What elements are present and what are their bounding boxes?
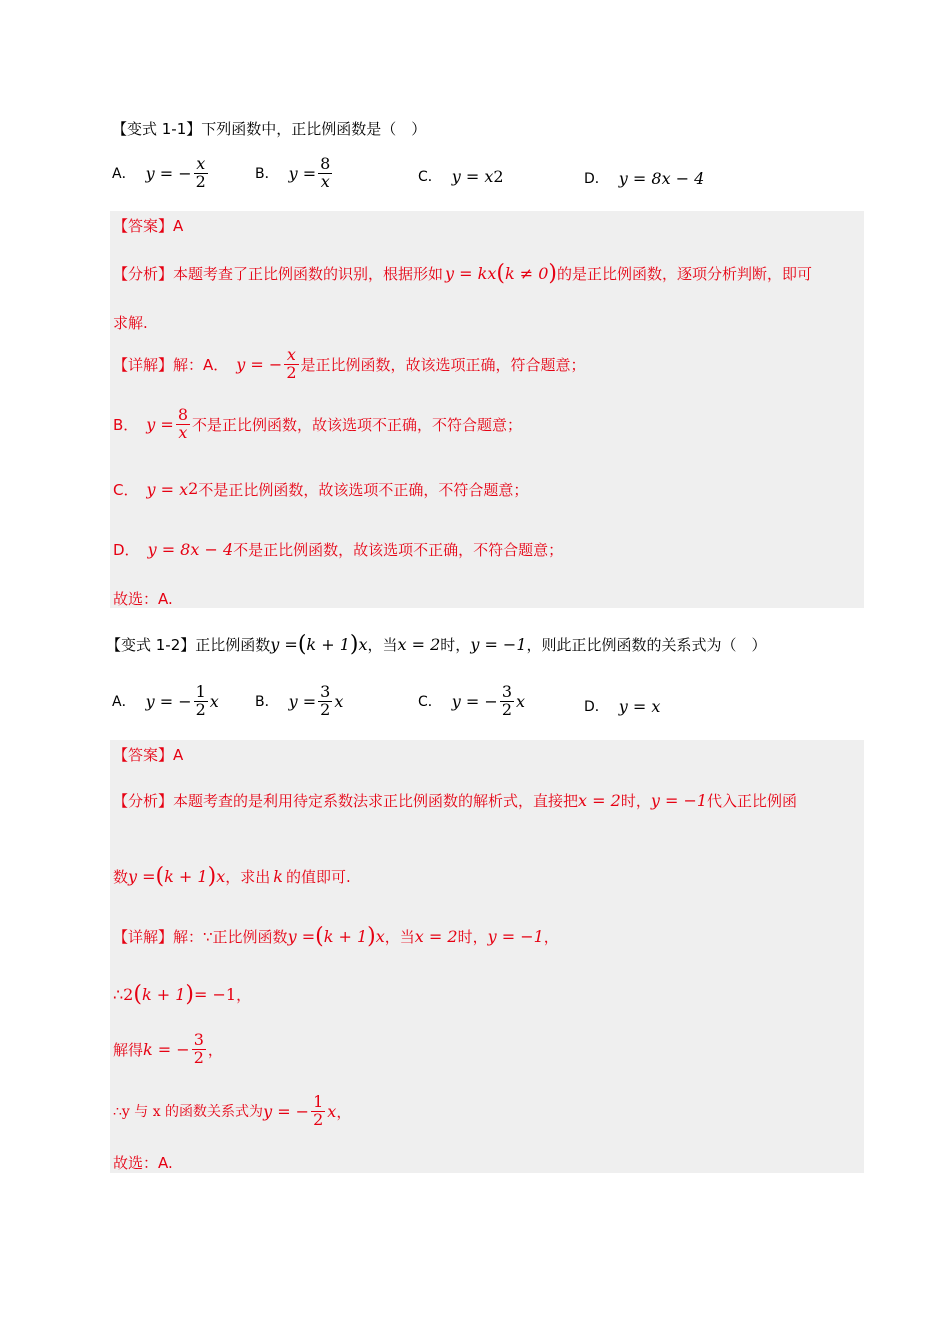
q2-analysis-cont: 数 y = ( k + 1 ) x ，求出 k 的值即可. bbox=[113, 864, 351, 889]
q1-detail-b: B． y = $\frac{8}{x}$ 不是正比例函数，故该选项不正确，不符合题意； bbox=[113, 405, 523, 442]
q2-option-b: B． y = $\frac{3}{2}$ x bbox=[255, 682, 344, 719]
q2-answer: 【答案】 A bbox=[113, 745, 184, 764]
q1-option-d: D． y = 8x − 4 bbox=[584, 168, 705, 188]
question-1-stem: 【变式 1-1】下列函数中，正比例函数是（ ） bbox=[112, 120, 427, 138]
q2-solution-panel bbox=[110, 740, 864, 1173]
q2-step-2: ∴2 ( k + 1 ) = −1 ， bbox=[113, 982, 252, 1007]
q1-option-a: A． y = − $\frac{x}{2}$ bbox=[112, 154, 206, 191]
q1-option-c: C． y = x 2 bbox=[418, 166, 504, 186]
q2-option-c: C． y = − $\frac{3}{2}$ x bbox=[418, 682, 526, 719]
q1-answer: 【答案】 A bbox=[113, 216, 184, 235]
q2-conclusion: 故选：A. bbox=[113, 1154, 173, 1172]
q1-detail-a: 【详解】 解：A． y = − $\frac{x}{2}$ 是正比例函数，故该选项正确，符合题意； bbox=[113, 345, 586, 382]
q1-conclusion: 故选：A. bbox=[113, 590, 173, 608]
q1-solution-panel bbox=[110, 211, 864, 608]
q2-detail: 【详解】 解：∵正比例函数 y = ( k + 1 ) x ，当 x = 2 时， y = −1 ， bbox=[113, 924, 559, 949]
variant-tag: 【变式 1-2】 bbox=[106, 636, 196, 654]
q2-step-4: ∴y 与 x 的函数关系式为 y = − $\frac{1}{2}$ x ， bbox=[113, 1092, 352, 1129]
q1-analysis-cont: 求解. bbox=[113, 314, 148, 332]
q2-step-3: 解得 k = − $\frac{3}{2}$ ， bbox=[113, 1030, 223, 1067]
fraction: $\frac{8}{x}$ bbox=[320, 154, 331, 191]
q1-analysis: 【分析】 本题考查了正比例函数的识别，根据形如 y = kx ( k ≠ 0 ) 的是正比例函数，逐项分析判断，即可 bbox=[113, 261, 813, 286]
q2-option-d: D． y = x bbox=[584, 696, 661, 716]
q2-option-a: A． y = − $\frac{1}{2}$ x bbox=[112, 682, 219, 719]
q1-detail-c: C． y = x 2 不是正比例函数，故该选项不正确，不符合题意； bbox=[113, 479, 529, 499]
q1-detail-d: D． y = 8x − 4 不是正比例函数，故该选项不正确，不符合题意； bbox=[113, 540, 564, 559]
question-2-stem: 【变式 1-2】 正比例函数 y = ( k + 1 ) x ，当 x = 2 时， y = −1 ，则此正比例函数的关系式为（ ） bbox=[106, 632, 767, 657]
variant-tag: 【变式 1-1】 bbox=[112, 120, 202, 138]
q1-option-b: B． y = $\frac{8}{x}$ bbox=[255, 154, 331, 191]
q2-analysis: 【分析】 本题考查的是利用待定系数法求正比例函数的解析式，直接把 x = 2 时， y = −1 代入正比例函 bbox=[113, 791, 798, 810]
fraction: $\frac{x}{2}$ bbox=[195, 154, 206, 191]
